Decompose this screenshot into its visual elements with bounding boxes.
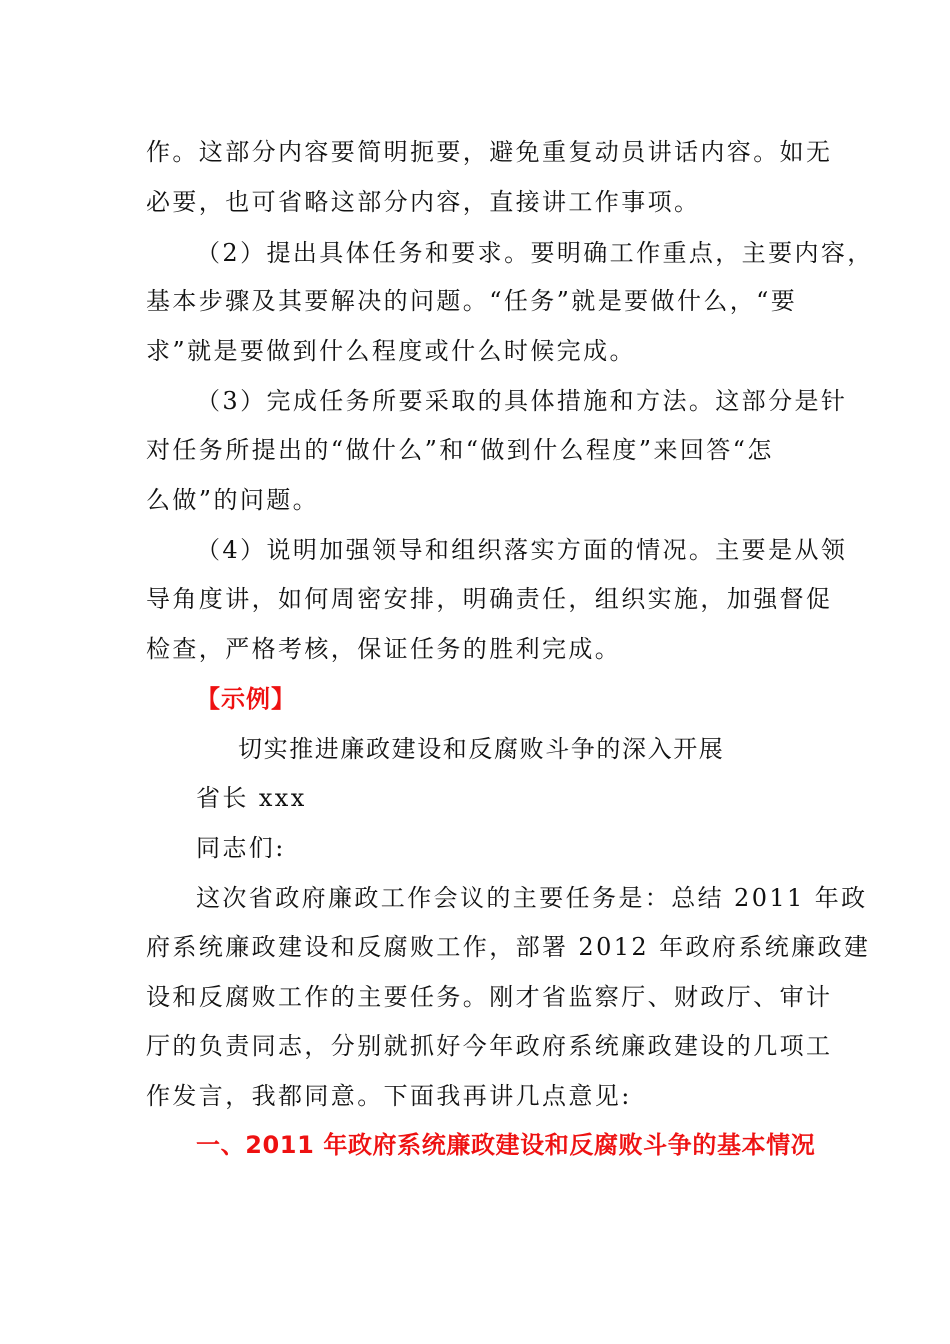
example-label: 【示例】 — [196, 685, 296, 713]
speaker-line: 省长 xxx — [196, 784, 307, 812]
paragraph-line: （3）完成任务所要采取的具体措施和方法。这部分是针 — [196, 387, 848, 415]
speech-title: 切实推进廉政建设和反腐败斗争的深入开展 — [238, 735, 725, 763]
section-heading: 一、2011 年政府系统廉政建设和反腐败斗争的基本情况 — [196, 1131, 816, 1159]
body-line: 设和反腐败工作的主要任务。刚才省监察厅、财政厅、审计 — [146, 983, 833, 1011]
paragraph-line: 么做”的问题。 — [146, 486, 320, 514]
paragraph-line: （4）说明加强领导和组织落实方面的情况。主要是从领 — [196, 536, 848, 564]
paragraph-line: 求”就是要做到什么程度或什么时候完成。 — [146, 337, 636, 365]
paragraph-line: 基本步骤及其要解决的问题。“任务”就是要做什么，“要 — [146, 287, 798, 315]
paragraph-line: 对任务所提出的“做什么”和“做到什么程度”来回答“怎 — [146, 436, 774, 464]
salutation: 同志们: — [196, 834, 286, 862]
paragraph-line: 导角度讲，如何周密安排，明确责任，组织实施，加强督促 — [146, 585, 833, 613]
body-line: 作发言，我都同意。下面我再讲几点意见: — [146, 1082, 632, 1110]
paragraph-line: （2）提出具体任务和要求。要明确工作重点，主要内容， — [196, 239, 874, 267]
body-line: 府系统廉政建设和反腐败工作，部署 2012 年政府系统廉政建 — [146, 933, 871, 961]
body-line: 这次省政府廉政工作会议的主要任务是：总结 2011 年政 — [196, 884, 868, 912]
paragraph-line: 必要，也可省略这部分内容，直接讲工作事项。 — [146, 188, 701, 216]
body-line: 厅的负责同志，分别就抓好今年政府系统廉政建设的几项工 — [146, 1032, 833, 1060]
paragraph-line: 作。这部分内容要简明扼要，避免重复动员讲话内容。如无 — [146, 138, 833, 166]
paragraph-line: 检查，严格考核，保证任务的胜利完成。 — [146, 635, 622, 663]
